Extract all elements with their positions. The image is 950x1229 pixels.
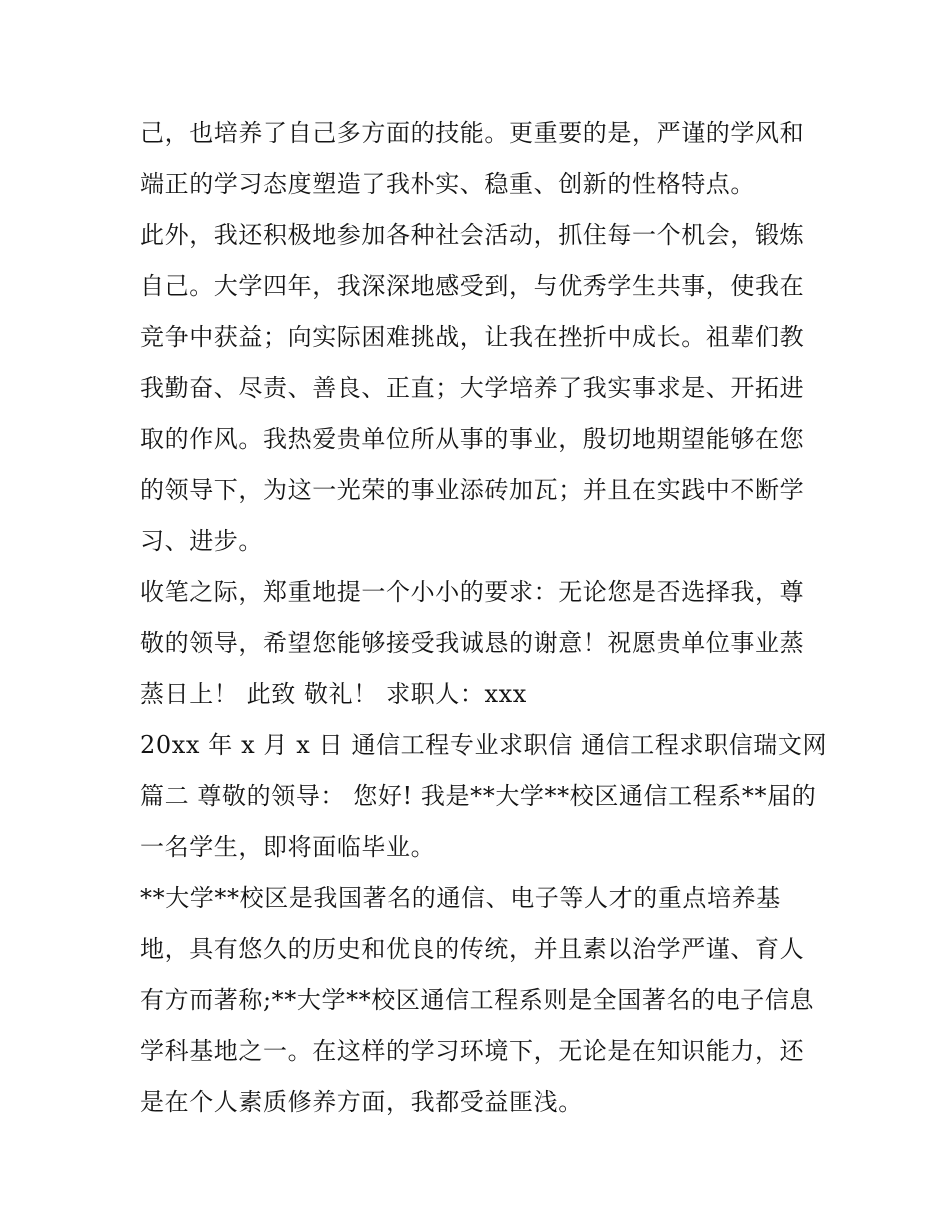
text-line: 是在个人素质修养方面，我都受益匪浅。 <box>140 1088 583 1116</box>
text-line: 学科基地之一。在这样的学习环境下，无论是在知识能力，还 <box>140 1037 805 1065</box>
text-line: 此外，我还积极地参加各种社会活动，抓住每一个机会，锻炼 <box>140 221 805 249</box>
text-line: 蒸日上！ 此致 敬礼！ 求职人：xxx <box>140 680 527 708</box>
text-line: 篇二 尊敬的领导： 您好! 我是**大学**校区通信工程系**届的 <box>140 782 817 810</box>
text-line: 收笔之际，郑重地提一个小小的要求：无论您是否选择我，尊 <box>140 578 805 606</box>
document-body <box>140 108 828 1128</box>
text-line: **大学**校区是我国著名的通信、电子等人才的重点培养基 <box>140 884 781 912</box>
text-line: 敬的领导，希望您能够接受我诚恳的谢意！祝愿贵单位事业蒸 <box>140 629 805 657</box>
text-line: 取的作风。我热爱贵单位所从事的事业，殷切地期望能够在您 <box>140 425 805 453</box>
text-line: 自己。大学四年，我深深地感受到，与优秀学生共事，使我在 <box>140 272 805 300</box>
text-line: 地，具有悠久的历史和优良的传统，并且素以治学严谨、育人 <box>140 935 805 963</box>
text-line: 一名学生，即将面临毕业。 <box>140 833 436 861</box>
text-line: 端正的学习态度塑造了我朴实、稳重、创新的性格特点。 <box>140 170 755 198</box>
text-line: 的领导下，为这一光荣的事业添砖加瓦；并且在实践中不断学 <box>140 476 805 504</box>
text-line: 有方而著称;**大学**校区通信工程系则是全国著名的电子信息 <box>140 986 815 1014</box>
text-line: 20xx 年 x 月 x 日 通信工程专业求职信 通信工程求职信瑞文网 <box>140 731 828 759</box>
text-line: 我勤奋、尽责、善良、正直；大学培养了我实事求是、开拓进 <box>140 374 805 402</box>
text-line: 己，也培养了自己多方面的技能。更重要的是，严谨的学风和 <box>140 119 805 147</box>
text-line: 竞争中获益；向实际困难挑战，让我在挫折中成长。祖辈们教 <box>140 323 805 351</box>
text-line: 习、进步。 <box>140 527 263 555</box>
